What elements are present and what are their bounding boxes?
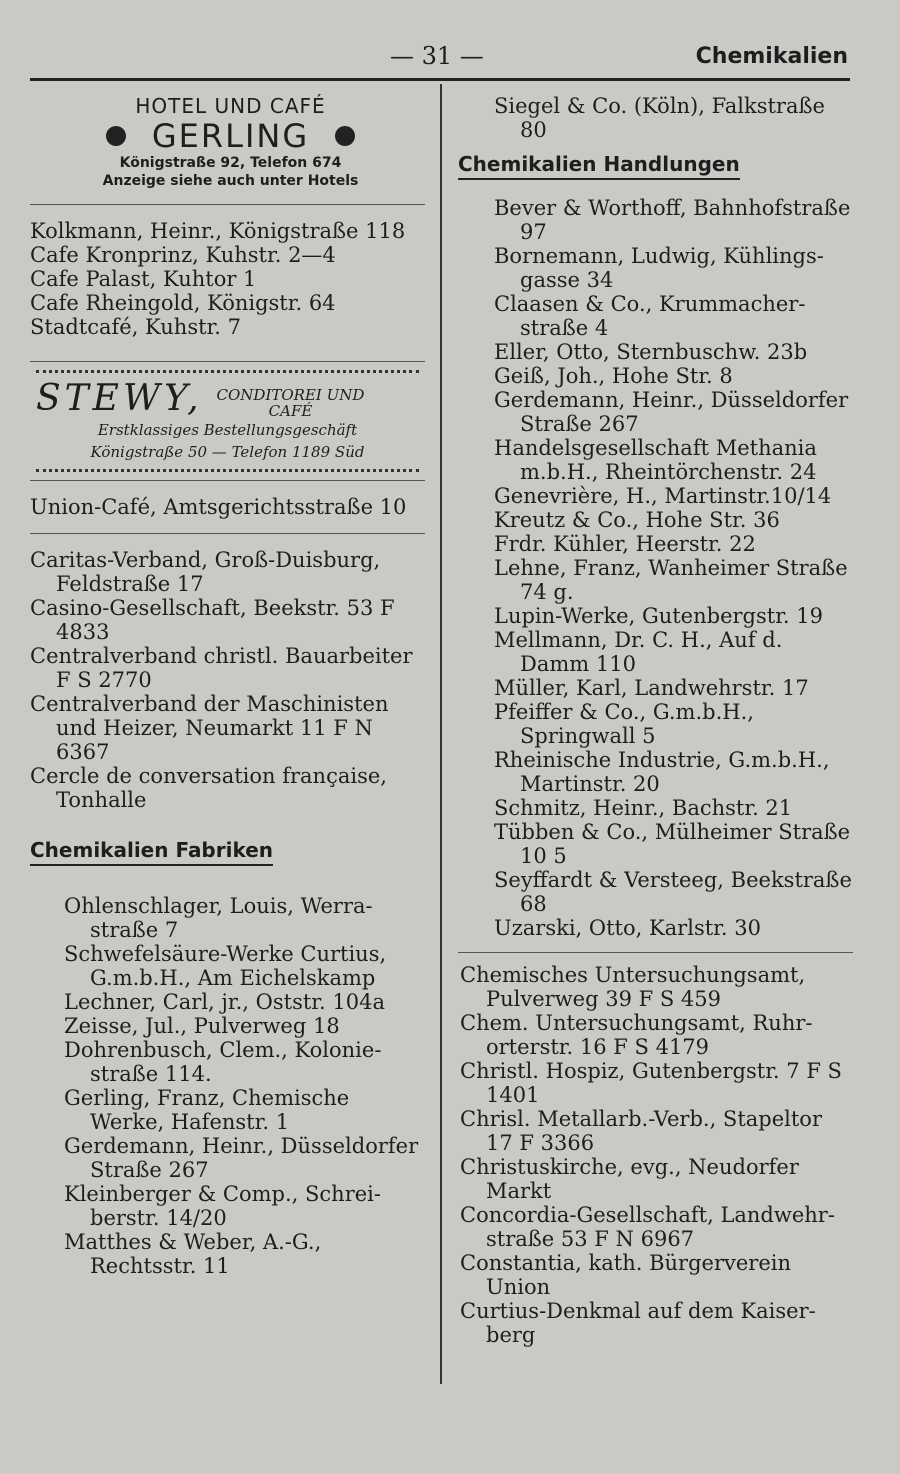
list-item: Union-Café, Amtsgerichtsstraße 10 (30, 495, 407, 519)
list-item: Uzarski, Otto, Karlstr. 30 (494, 916, 761, 940)
heading-chemikalien-handlungen: Chemikalien Handlungen (458, 152, 740, 180)
list-item: Gerdemann, Heinr., Düsseldorfer Straße 267 (64, 1134, 419, 1182)
list-item: Ohlenschlager, Louis, Werrastraße 7 (64, 894, 373, 942)
list-item: Gerdemann, Heinr., Düsseldorfer Straße 267 (494, 388, 849, 436)
list-item: Kolkmann, Heinr., Königstraße 118 (30, 219, 406, 243)
list-item: Kleinberger & Comp., Schreiberstr. 14/20 (64, 1182, 381, 1230)
list-item: Chrisl. Metallarb.-Verb., Stapeltor 17 F 3366 (460, 1107, 822, 1155)
gerling-ad-line1: HOTEL UND CAFÉ (135, 94, 326, 118)
list-item: Genevrière, H., Martinstr.10/14 (494, 484, 832, 508)
stewy-ad-title-row (36, 379, 419, 419)
dotted-border (36, 469, 419, 472)
list-item: Cercle de conversation française, Tonhalle (30, 764, 387, 812)
left-column (30, 94, 425, 1278)
stewy-ad-tagline: Erstklassiges Bestellungsgeschäft (97, 421, 358, 439)
entries-top (458, 94, 853, 142)
dotted-border (36, 370, 419, 373)
list-item: Geiß, Joh., Hohe Str. 8 (494, 364, 733, 388)
entries-fabriken (30, 894, 425, 1278)
section-divider (30, 361, 425, 362)
entries-a (30, 219, 425, 339)
entries-b (30, 495, 425, 519)
list-item: Cafe Rheingold, Königstr. 64 (30, 291, 336, 315)
stewy-ad-address: Königstraße 50 — Telefon 1189 Süd (90, 443, 365, 461)
right-column (458, 94, 853, 1347)
running-title: Chemikalien (695, 44, 848, 69)
list-item: Tübben & Co., Mülheimer Straße 10 5 (494, 820, 851, 868)
list-item: Siegel & Co. (Köln), Falkstraße 80 (494, 94, 825, 142)
list-item: Lechner, Carl, jr., Oststr. 104a (64, 990, 385, 1014)
page-number: — 31 — (390, 42, 484, 70)
list-item: Christuskirche, evg., Neudorfer Markt (460, 1155, 799, 1203)
list-item: Stadtcafé, Kuhstr. 7 (30, 315, 241, 339)
list-item: Chem. Untersuchungsamt, Ruhrorterstr. 16 F S 4179 (460, 1011, 813, 1059)
list-item: Centralverband der Maschinisten und Heizer, Neumarkt 11 F N 6367 (30, 692, 389, 764)
stewy-ad-sub1: CONDITOREI UND (216, 386, 365, 404)
list-item: Curtius-Denkmal auf dem Kaiserberg (460, 1299, 816, 1347)
heading-chemikalien-fabriken: Chemikalien Fabriken (30, 838, 273, 866)
gerling-advert (30, 94, 425, 190)
stewy-advert (30, 370, 425, 472)
list-item: Lehne, Franz, Wanheimer Straße 74 g. (494, 556, 848, 604)
gerling-ad-address: Königstraße 92, Telefon 674 (119, 155, 342, 171)
bullet-dot-icon (335, 126, 355, 146)
bullet-dot-icon (106, 126, 126, 146)
list-item: Constantia, kath. Bürgerverein Union (460, 1251, 791, 1299)
list-item: Schmitz, Heinr., Bachstr. 21 (494, 796, 793, 820)
list-item: Christl. Hospiz, Gutenbergstr. 7 F S 1401 (460, 1059, 842, 1107)
list-item: Mellmann, Dr. C. H., Auf d. Damm 110 (494, 628, 783, 676)
list-item: Cafe Palast, Kuhtor 1 (30, 267, 257, 291)
section-divider (30, 480, 425, 481)
list-item: Pfeiffer & Co., G.m.b.H., Springwall 5 (494, 700, 754, 748)
list-item: Bever & Worthoff, Bahnhofstraße 97 (494, 196, 851, 244)
list-item: Centralverband christl. Bauarbeiter F S 2770 (30, 644, 413, 692)
list-item: Matthes & Weber, A.-G., Rechtsstr. 11 (64, 1230, 322, 1278)
stewy-ad-sub2: CAFÉ (268, 402, 313, 420)
list-item: Claasen & Co., Krummacherstraße 4 (494, 292, 806, 340)
stewy-ad-name: STEWY, (36, 378, 203, 419)
section-divider (30, 204, 425, 205)
list-item: Casino-Gesellschaft, Beekstr. 53 F 4833 (30, 596, 395, 644)
list-item: Bornemann, Ludwig, Kühlingsgasse 34 (494, 244, 824, 292)
page-header (30, 38, 850, 78)
column-divider (440, 84, 442, 1384)
section-divider (30, 533, 425, 534)
list-item: Lupin-Werke, Gutenbergstr. 19 (494, 604, 824, 628)
header-rule (30, 78, 850, 81)
list-item: Chemisches Untersuchungsamt, Pulverweg 39 F S 459 (460, 963, 806, 1011)
list-item: Eller, Otto, Sternbuschw. 23b (494, 340, 808, 364)
list-item: Handelsgesellschaft Methania m.b.H., Rheintörchenstr. 24 (494, 436, 817, 484)
list-item: Müller, Karl, Landwehrstr. 17 (494, 676, 809, 700)
entries-c (30, 548, 425, 812)
entries-bottom (458, 963, 853, 1347)
section-divider (458, 952, 853, 953)
list-item: Zeisse, Jul., Pulverweg 18 (64, 1014, 340, 1038)
list-item: Schwefelsäure-Werke Curtius, G.m.b.H., Am Eichelskamp (64, 942, 387, 990)
entries-handlungen (458, 196, 853, 940)
gerling-ad-name-row (36, 118, 425, 154)
list-item: Seyffardt & Versteeg, Beekstraße 68 (494, 868, 852, 916)
gerling-ad-note: Anzeige siehe auch unter Hotels (102, 173, 359, 189)
list-item: Cafe Kronprinz, Kuhstr. 2—4 (30, 243, 336, 267)
gerling-ad-name: GERLING (151, 117, 310, 155)
list-item: Kreutz & Co., Hohe Str. 36 (494, 508, 780, 532)
list-item: Concordia-Gesellschaft, Landwehrstraße 53 F N 6967 (460, 1203, 835, 1251)
list-item: Frdr. Kühler, Heerstr. 22 (494, 532, 756, 556)
list-item: Dohrenbusch, Clem., Koloniestraße 114. (64, 1038, 382, 1086)
list-item: Caritas-Verband, Groß-Duisburg, Feldstraße 17 (30, 548, 381, 596)
list-item: Gerling, Franz, Chemische Werke, Hafenstr. 1 (64, 1086, 350, 1134)
stewy-ad-subtitle (217, 387, 365, 419)
list-item: Rheinische Industrie, G.m.b.H., Martinstr. 20 (494, 748, 830, 796)
